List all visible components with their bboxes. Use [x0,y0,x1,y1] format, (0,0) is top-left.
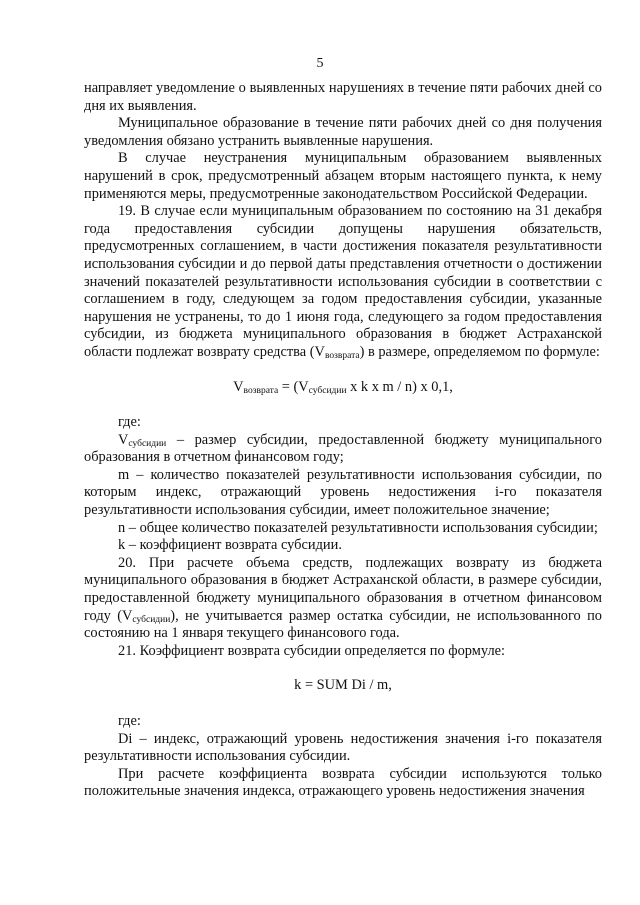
paragraph-positive-values: При расчете коэффициента возврата субсидии используются только положительные значения индекса, отражающего уровень недостижения значения [84,765,602,800]
formula-sub-subsidii: субсидии [308,385,347,396]
subscript-vozvrata: возврата [324,350,360,361]
paragraph-21: 21. Коэффициент возврата субсидии определяется по формуле: [118,642,506,659]
formula-rest: x k x m / n) x 0,1, [346,378,453,395]
def-v-text: – размер субсидии, предоставленной бюджету муниципального образования в отчетном финансовом году; [84,431,602,466]
paragraph-19-text: 19. В случае если муниципальным образованием по состоянию на 31 декабря года предоставления субсидии допущены нарушения обязательств, предусмотренных соглашением, в части достижения показателя результативности использования субсидии и до первой даты представления отчетности о достижении значений показателей результативности использования субсидии в соответствии с соглашением в году, следующем за годом предоставления субсидии, указанные нарушения не устранены, то до 1 июня года, следующего за годом предоставления субсидии, из бюджета муниципального образования в бюджет Астраханской области подлежат возврату средства (V [84,203,602,360]
paragraph-19 [84,203,602,361]
paragraph-penalties: В случае неустранения муниципальным образованием выявленных нарушений в срок, предусмотренный абзацем вторым настоящего пункта, к нему применяются меры, предусмотренные законодательством Российской Федерации. [84,150,602,202]
formula-coefficient: k = SUM Di / m, [294,677,392,694]
page-number: 5 [316,56,324,71]
where-label-1: где: [118,414,141,431]
formula-return-volume [84,379,602,397]
definition-k: k – коэффициент возврата субсидии. [118,537,342,554]
paragraph-20-end: ), не учитывается размер остатка субсидии, не использованного по состоянию на 1 января текущего финансового года. [84,607,602,642]
where-label-2: где: [118,713,141,729]
paragraph-20 [84,555,602,643]
def-v: V [118,431,129,448]
definition-m: m – количество показателей результативности использования субсидии, по которым индекс, отражающий уровень недостижения i-го показателя результативности использования субсидии, имеет положительное значение; [84,466,602,519]
document-body [84,80,602,801]
definition-n: n – общее количество показателей результативности использования субсидии; [118,519,598,536]
paragraph-municipal-obligation: Муниципальное образование в течение пяти рабочих дней со дня получения уведомления обязано устранить выявленные нарушения. [84,115,602,149]
paragraph-20-sub: субсидии [132,614,171,625]
formula-eq: = (V [278,378,309,395]
def-sub-subsidii: субсидии [128,438,167,449]
paragraph-19-end: ) в размере, определяемом по формуле: [359,343,600,360]
definition-di: Di – индекс, отражающий уровень недостижения значения i-го показателя результативности использования субсидии. [84,730,602,765]
paragraph-20-text: 20. При расчете объема средств, подлежащих возврату из бюджета муниципального образования в бюджет Астраханской области, в размере субсидии, предоставленной бюджету муниципального образования в отчетном финансовом году (V [84,554,602,624]
formula-v: V [233,378,244,395]
paragraph-notice: направляет уведомление о выявленных нарушениях в течение пяти рабочих дней со дня их выявления. [84,80,602,114]
definition-v-subsidii [84,432,602,467]
formula-sub-vozvrata: возврата [243,385,279,396]
